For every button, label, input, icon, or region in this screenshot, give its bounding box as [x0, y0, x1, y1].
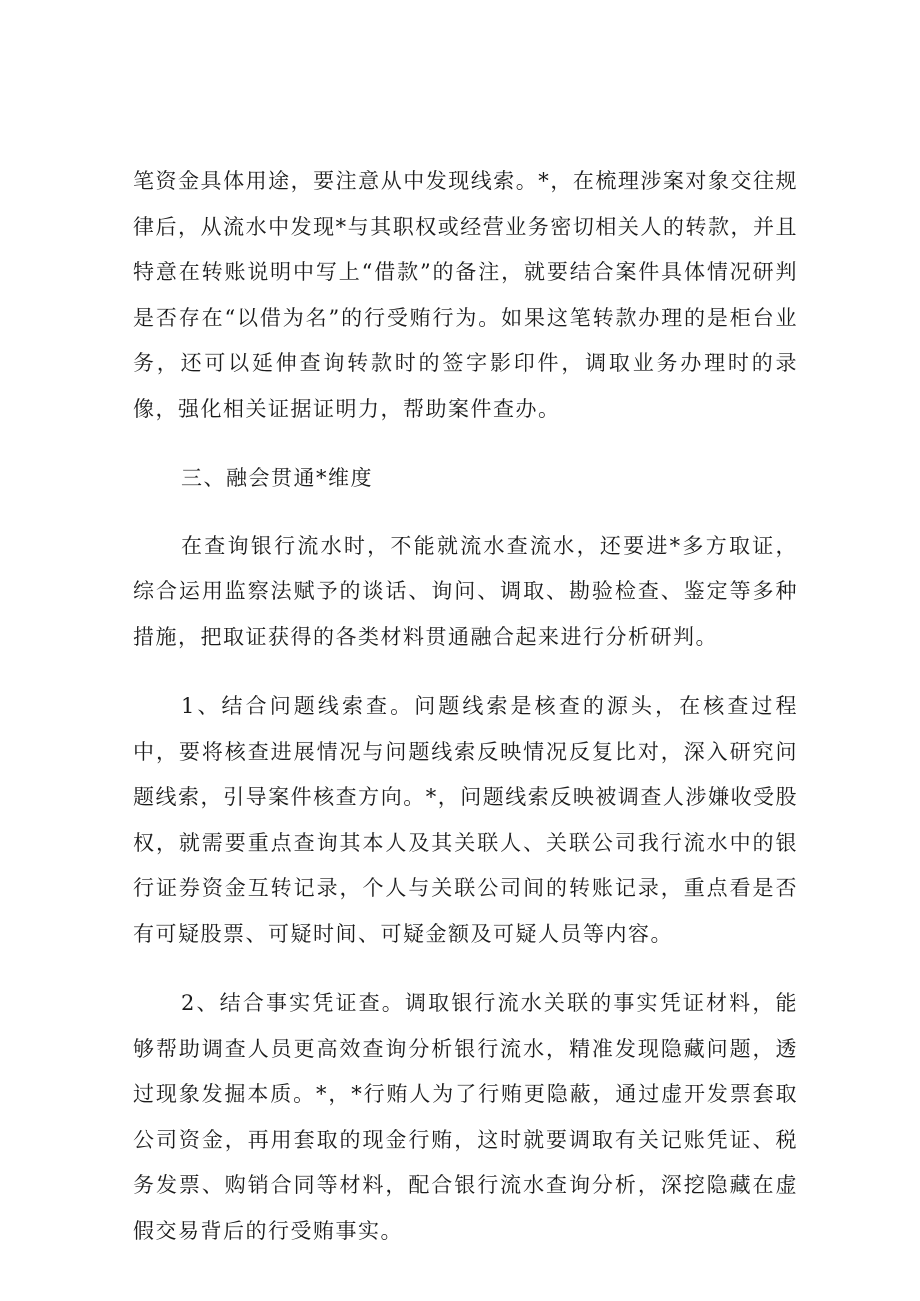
- paragraph-multi-evidence: 在查询银行流水时，不能就流水查流水，还要进*多方取证，综合运用监察法赋予的谈话、询问、调取、勘验检查、鉴定等多种措施，把取证获得的各类材料贯通融合起来进行分析研判。: [133, 533, 798, 649]
- paragraph-fact-voucher-check: 2、结合事实凭证查。调取银行流水关联的事实凭证材料，能够帮助调查人员更高效查询分析银行流水，精准发现隐藏问题，透过现象发掘本质。*，*行贿人为了行贿更隐蔽，通过虚开发票套取公司资金，再用套取的现金行贿，这时就要调取有关记账凭证、税务发票、购销合同等材料，配合银行流水查询分析，深挖隐藏在虚假交易背后的行受贿事实。: [133, 991, 798, 1243]
- paragraph-continued-evidence: 笔资金具体用途，要注意从中发现线索。*，在梳理涉案对象交往规律后，从流水中发现*与其职权或经营业务密切相关人的转款，并且特意在转账说明中写上“借款”的备注，就要结合案件具体情况研判是否存在“以借为名”的行受贿行为。如果这笔转款办理的是柜台业务，还可以延伸查询转款时的签字影印件，调取业务办理时的录像，强化相关证据证明力，帮助案件查办。: [133, 169, 798, 421]
- document-body: [133, 159, 798, 1278]
- section-heading-three: 三、融会贯通*维度: [181, 466, 373, 490]
- paragraph-clue-check: 1、结合问题线索查。问题线索是核查的源头，在核查过程中，要将核查进展情况与问题线索反映情况反复比对，深入研究问题线索，引导案件核查方向。*，问题线索反映被调查人涉嫌收受股权，就需要重点查询其本人及其关联人、关联公司我行流水中的银行证券资金互转记录，个人与关联公司间的转账记录，重点看是否有可疑股票、可疑时间、可疑金额及可疑人员等内容。: [133, 694, 798, 946]
